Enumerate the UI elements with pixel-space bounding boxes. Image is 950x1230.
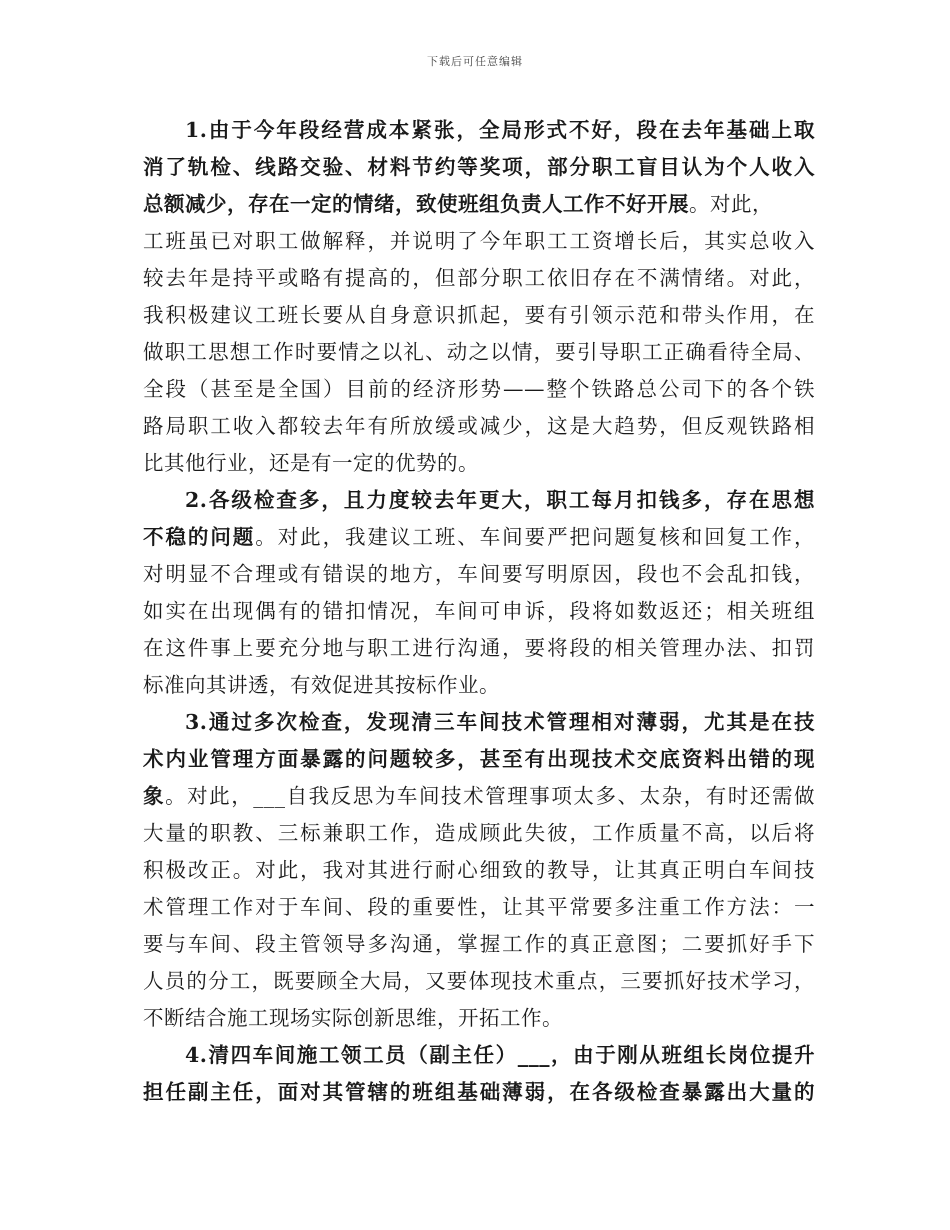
paragraph-2 [143,482,815,704]
text-line: 术内业管理方面暴露的问题较多，甚至有出现技术交底资料出错的现 [143,747,815,771]
text-line: 较去年是持平或略有提高的，但部分职工依旧存在不满情绪。对此， [143,266,815,290]
paragraph-3 [143,704,815,1037]
text-line: 在这件事上要充分地与职工进行沟通，要将段的相关管理办法、扣罚 [143,636,815,660]
text-line: 不断结合施工现场实际创新思维，开拓工作。 [143,1006,563,1030]
text-line: 比其他行业，还是有一定的优势的。 [143,451,479,475]
text-line: 1.由于今年段经营成本紧张，全局形式不好，段在去年基础上取 [185,118,815,142]
text-line: 工班虽已对职工做解释，并说明了今年职工工资增长后，其实总收入 [143,229,815,253]
text-line: 4.清四车间施工领工员（副主任）___，由于刚从班组长岗位提升 [185,1043,815,1067]
text-line: 担任副主任，面对其管辖的班组基础薄弱，在各级检查暴露出大量的 [143,1080,815,1104]
text-line: 3.通过多次检查，发现清三车间技术管理相对薄弱，尤其是在技 [185,710,815,734]
page-header: 下载后可任意编辑 [427,55,523,68]
text-line: 象。对此，___自我反思为车间技术管理事项太多、太杂，有时还需做 [143,784,816,808]
text-line: 消了轨检、线路交验、材料节约等奖项，部分职工盲目认为个人收入 [143,155,815,179]
text-line: 全段（甚至是全国）目前的经济形势——整个铁路总公司下的各个铁 [143,377,815,401]
text-line: 做职工思想工作时要情之以礼、动之以情，要引导职工正确看待全局、 [143,340,815,364]
text-line: 人员的分工，既要顾全大局，又要体现技术重点，三要抓好技术学习， [143,969,815,993]
text-line: 2.各级检查多，且力度较去年更大，职工每月扣钱多，存在思想 [185,488,815,512]
text-line: 路局职工收入都较去年有所放缓或减少，这是大趋势，但反观铁路相 [143,414,815,438]
text-line: 总额减少，存在一定的情绪，致使班组负责人工作不好开展。对此， [143,192,773,216]
text-line: 如实在出现偶有的错扣情况，车间可申诉，段将如数返还；相关班组 [143,599,815,623]
paragraph-4 [143,1037,815,1111]
text-line: 我积极建议工班长要从自身意识抓起，要有引领示范和带头作用，在 [143,303,815,327]
text-line: 术管理工作对于车间、段的重要性，让其平常要多注重工作方法：一 [143,895,815,919]
text-line: 积极改正。对此，我对其进行耐心细致的教导，让其真正明白车间技 [143,858,815,882]
text-line: 要与车间、段主管领导多沟通，掌握工作的真正意图；二要抓好手下 [143,932,815,956]
document-body [143,112,815,1111]
text-line: 大量的职教、三标兼职工作，造成顾此失彼，工作质量不高，以后将 [143,821,815,845]
text-line: 不稳的问题。对此，我建议工班、车间要严把问题复核和回复工作， [143,525,816,549]
text-line: 对明显不合理或有错误的地方，车间要写明原因，段也不会乱扣钱， [143,562,815,586]
paragraph-1 [143,112,815,482]
text-line: 标准向其讲透，有效促进其按标作业。 [143,673,500,697]
